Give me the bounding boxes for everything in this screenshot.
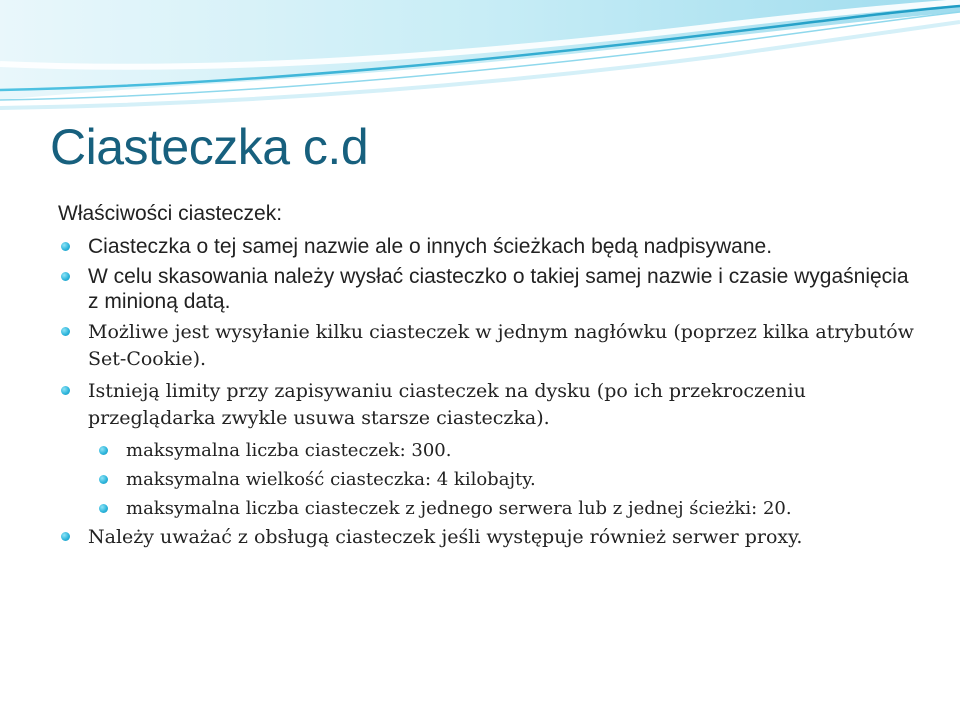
list-item-text: Możliwe jest wysyłanie kilku ciasteczek w jednym nagłówku (poprzez kilka atrybutów Set-Cookie). <box>88 321 914 370</box>
slide-content <box>58 202 918 556</box>
list-item <box>58 319 918 373</box>
bullet-dot-icon <box>61 327 70 336</box>
list-item <box>58 378 918 432</box>
list-item <box>58 234 918 259</box>
slide-title: Ciasteczka c.d <box>50 119 369 175</box>
sub-list-item-text: maksymalna liczba ciasteczek z jednego serwera lub z jednej ścieżki: 20. <box>126 498 792 519</box>
list-item-text: Należy uważać z obsługą ciasteczek jeśli występuje również serwer proxy. <box>88 526 803 548</box>
bullet-dot-icon <box>61 532 70 541</box>
list-item-text: Istnieją limity przy zapisywaniu ciasteczek na dysku (po ich przekroczeniu przeglądarka zwykle usuwa starsze ciasteczka). <box>88 380 806 429</box>
header-wave-decoration <box>0 0 960 120</box>
sub-list-item <box>58 495 918 522</box>
list-item-text: W celu skasowania należy wysłać ciasteczko o takiej samej nazwie i czasie wygaśnięcia z minioną datą. <box>88 265 909 313</box>
list-item-text: Ciasteczka o tej samej nazwie ale o innych ścieżkach będą nadpisywane. <box>88 235 773 258</box>
bullet-dot-icon <box>99 504 108 513</box>
sub-list-item <box>58 466 918 493</box>
bullet-dot-icon <box>99 475 108 484</box>
list-item <box>58 264 918 314</box>
sub-list-item-text: maksymalna wielkość ciasteczka: 4 kilobajty. <box>126 469 536 490</box>
sub-list-item <box>58 437 918 464</box>
bullet-dot-icon <box>61 386 70 395</box>
intro-text: Właściwości ciasteczek: <box>58 202 283 225</box>
list-item <box>58 524 918 551</box>
bullet-dot-icon <box>61 242 70 251</box>
bullet-dot-icon <box>99 446 108 455</box>
sub-list-item-text: maksymalna liczba ciasteczek: 300. <box>126 440 452 461</box>
bullet-list <box>58 234 918 551</box>
bullet-dot-icon <box>61 272 70 281</box>
